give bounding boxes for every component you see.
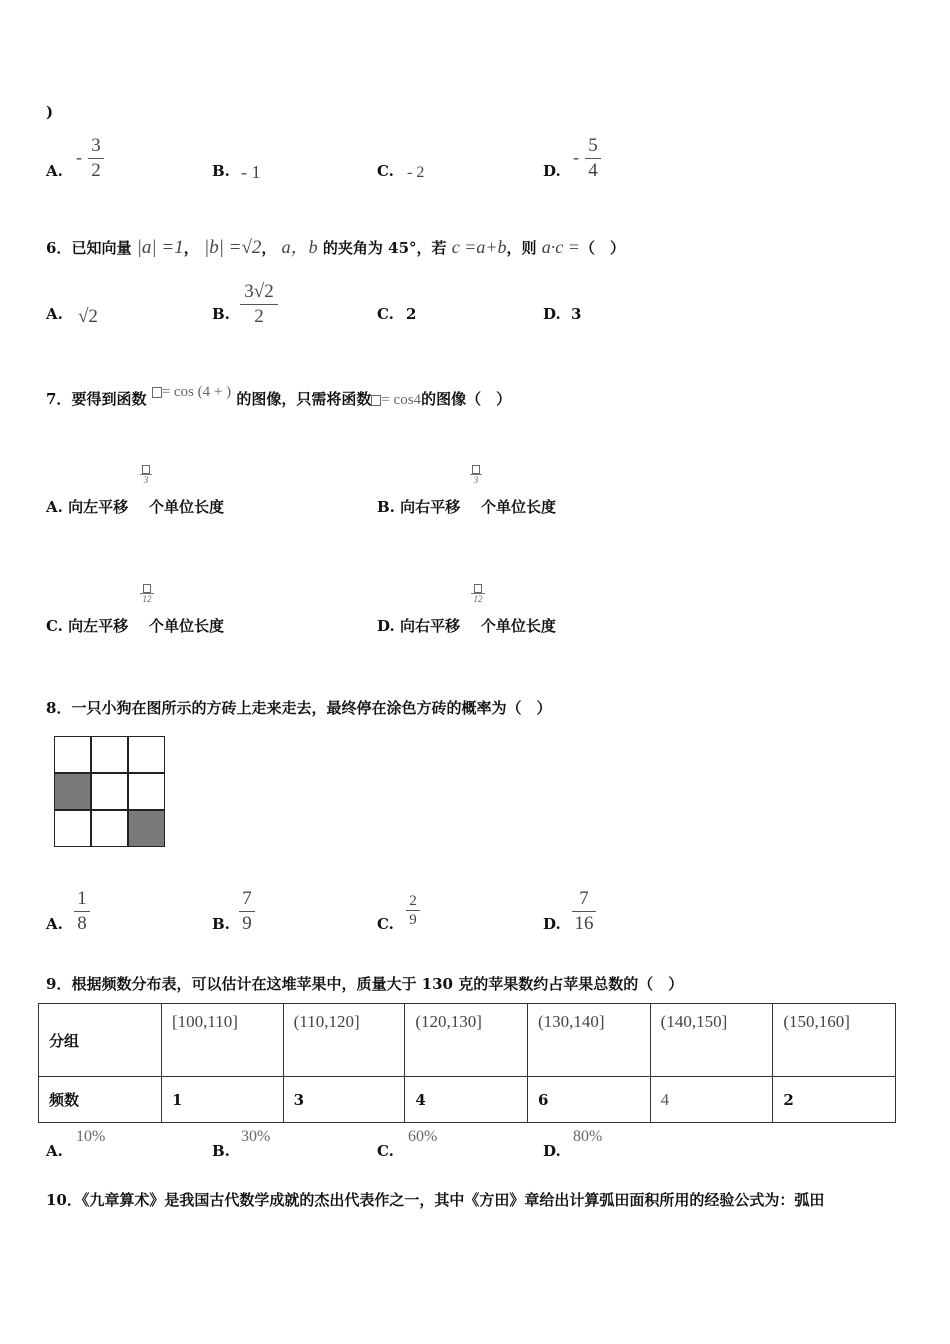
placeholder-box-icon [152,387,162,398]
shaded-tile [128,810,165,847]
option-text: 个单位长度 [480,617,556,635]
q6-option-d-value: 3 [571,305,582,323]
question-number: 9． [46,975,72,993]
q5-option-a-fraction [88,135,104,182]
numerator: 5 [588,135,598,156]
q9-option-c-label[interactable]: C. [377,1142,394,1160]
table-row [39,1077,896,1123]
function-expression-1 [152,384,231,400]
table-cell: 3 [283,1077,405,1123]
question-7 [46,384,512,409]
function-text: = cos (4 + ) [161,384,232,400]
table-cell-label: 分组 [39,1004,162,1077]
interval: (150,160] [783,1012,850,1031]
question-text: 的夹角为 45°，若 [322,239,447,257]
q7-option-b[interactable] [377,496,556,517]
question-9 [46,973,683,994]
q8-option-b-label[interactable]: B. [212,915,230,933]
q5-option-a-sign: - [76,147,82,167]
frequency-table [38,1003,896,1123]
denominator: 12 [142,594,152,605]
option-text: 个单位长度 [149,498,225,516]
tile [128,773,165,810]
numerator: 3 [91,135,101,156]
denominator: 9 [242,913,252,934]
comma: ， [261,239,277,257]
denominator: 8 [77,913,87,934]
shaded-tile [54,773,91,810]
interval: (140,150] [660,1012,728,1031]
table-cell [283,1004,405,1077]
tile [54,736,91,773]
q6-option-c-value: 2 [406,305,417,323]
q7-option-d-fraction [471,583,485,604]
q6-option-b-label[interactable]: B. [212,305,230,323]
question-text: 一只小狗在图所示的方砖上走来走去，最终停在涂色方砖的概率为（ ） [71,699,552,717]
q7-option-c[interactable] [46,615,224,636]
numerator: 1 [77,888,87,909]
option-text: 向左平移 [68,617,129,635]
denominator: 2 [91,160,101,181]
q6-option-c-label[interactable]: C. [377,305,394,323]
table-cell: 4 [405,1077,528,1123]
q5-option-b-label[interactable]: B. [212,162,230,180]
q5-option-d-sign: - [573,147,579,167]
q5-option-b-value: - 1 [241,162,261,182]
q5-option-d-fraction [585,135,601,182]
tile [91,810,128,847]
question-number: 6． [46,239,72,257]
q7-option-c-fraction [140,583,154,604]
expression-ac: a·c = [541,237,580,257]
q9-option-c-value: 60% [408,1128,438,1145]
q9-option-d-value: 80% [573,1128,603,1145]
numerator: 2 [409,893,417,909]
continuation-paren: ) [46,103,54,121]
numerator: 3√2 [244,281,274,302]
option-label: D. [377,617,395,635]
option-text: 个单位长度 [481,498,557,516]
option-label: A. [46,498,63,516]
numerator: 7 [242,888,252,909]
question-text: 的图像（ ） [421,390,512,408]
interval: (110,120] [293,1012,360,1031]
table-cell [528,1004,651,1077]
option-label: B. [377,498,395,516]
q7-option-a[interactable] [46,496,224,517]
q6-option-d-label[interactable]: D. [543,305,561,323]
option-text: 个单位长度 [149,617,225,635]
question-10 [46,1189,824,1210]
function-expression-2 [371,392,421,408]
question-text: 《九章算术》是我国古代数学成就的杰出代表作之一，其中《方田》章给出计算弧田面积所用的经验公式为：弧田 [81,1191,825,1209]
question-text: 的图像，只需将函数 [236,390,372,408]
vectors-ab: a，b [281,237,318,257]
denominator: 12 [473,594,483,605]
denominator: 4 [588,160,598,181]
table-cell [650,1004,773,1077]
table-cell: 1 [162,1077,284,1123]
q6-option-b-fraction [240,281,278,328]
question-6 [46,233,625,259]
expression-c: c =a+b [451,237,507,257]
q5-option-a-label[interactable]: A. [46,162,63,180]
question-number: 8． [46,699,72,717]
table-cell: 4 [650,1077,773,1123]
option-label: C. [46,617,63,635]
q8-option-d-fraction [572,888,596,935]
question-8 [46,697,551,718]
denominator: 16 [574,913,594,934]
q7-option-b-fraction [470,464,482,485]
placeholder-box-icon [143,584,151,593]
q8-option-d-label[interactable]: D. [543,915,561,933]
q8-option-a-fraction [74,888,90,935]
q9-option-b-value: 30% [241,1128,271,1145]
interval: (120,130] [415,1012,482,1031]
table-cell: 2 [773,1077,896,1123]
interval: (130,140] [538,1012,605,1031]
interval: [100,110] [172,1012,238,1031]
placeholder-box-icon [474,584,482,593]
q6-option-a-label[interactable]: A. [46,305,63,323]
q6-option-a-value: √2 [78,306,98,327]
q8-option-c-fraction [406,893,420,928]
denominator: 9 [409,912,417,928]
question-number: 7． [46,390,72,408]
denominator: 3 [473,475,479,486]
question-text: 要得到函数 [71,390,147,408]
placeholder-box-icon [142,465,150,474]
denominator: 3 [143,475,149,486]
comma: ， [183,239,199,257]
table-cell-label: 频数 [39,1077,162,1123]
option-text: 向右平移 [399,617,460,635]
option-text: 向右平移 [400,498,461,516]
q9-option-d-label[interactable]: D. [543,1142,561,1160]
abs-a-expression: |a| =1 [136,237,184,258]
q5-option-d-label[interactable]: D. [543,162,561,180]
abs-b-expression: |b| =√2 [203,237,262,258]
tile [91,773,128,810]
table-cell [405,1004,528,1077]
q9-option-b-label[interactable]: B. [212,1142,230,1160]
answer-paren: （ ） [579,239,625,257]
q8-option-b-fraction [239,888,255,935]
q8-option-c-label[interactable]: C. [377,915,394,933]
question-text: 根据频数分布表，可以估计在这堆苹果中，质量大于 130 克的苹果数约占苹果总数的（ ） [71,975,684,993]
q7-option-d[interactable] [377,615,556,636]
numerator: 7 [579,888,589,909]
question-text: 已知向量 [71,239,132,257]
table-cell: 6 [528,1077,651,1123]
denominator: 2 [254,306,264,327]
q5-option-c-label[interactable]: C. [377,162,394,180]
q9-option-a-label[interactable]: A. [46,1142,63,1160]
tile [91,736,128,773]
q9-option-a-value: 10% [76,1128,106,1145]
placeholder-box-icon [472,465,480,474]
tile [128,736,165,773]
q7-option-a-fraction [140,464,152,485]
option-text: 向左平移 [68,498,129,516]
q5-option-c-value: - 2 [407,164,425,181]
question-text: ，则 [506,239,537,257]
question-number: 10． [46,1191,82,1209]
table-cell [773,1004,896,1077]
table-cell [162,1004,284,1077]
q8-option-a-label[interactable]: A. [46,915,63,933]
tile [54,810,91,847]
table-header-row [39,1004,896,1077]
placeholder-box-icon [371,395,381,406]
function-text: = cos4 [381,392,422,408]
